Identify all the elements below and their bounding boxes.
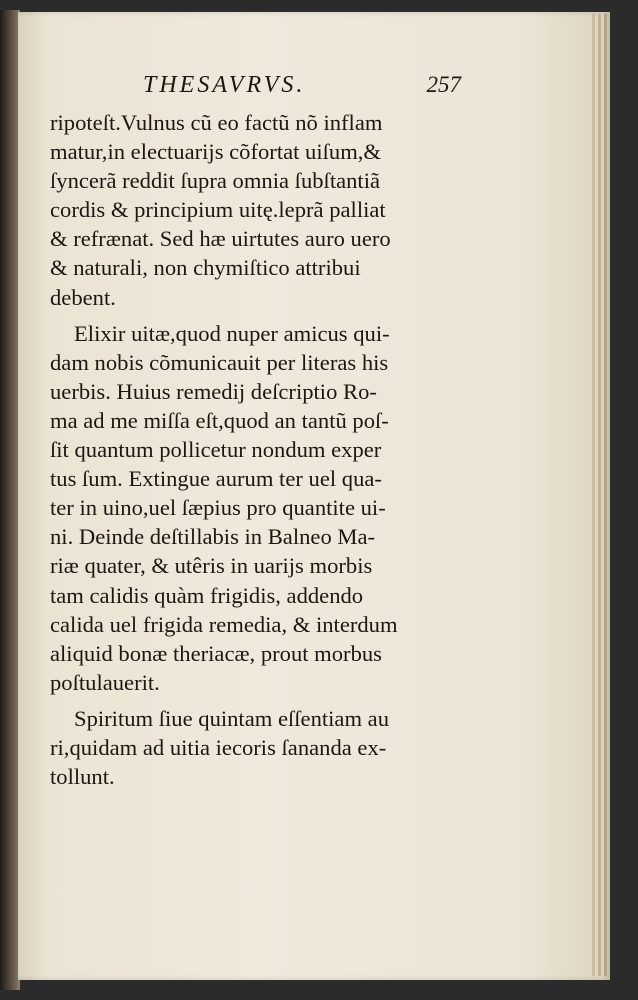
running-head <box>143 70 461 100</box>
page-number: 257 <box>426 72 461 97</box>
paragraph-gap <box>50 312 458 319</box>
paragraph-gap <box>50 697 458 704</box>
text-line: tus ſum. Extingue aurum ter uel qua- <box>50 466 382 492</box>
text-line: cordis & principium uitę.leprã palliat <box>50 197 386 223</box>
text-line: tam calidis quàm frigidis, addendo <box>50 582 364 608</box>
text-line: calida uel frigida remedia, & interdum <box>50 611 398 637</box>
text-line: ri,quidam ad uitia iecoris ſananda ex- <box>50 734 387 760</box>
running-head-title: THESAVRVS. <box>143 72 306 98</box>
text-line: & refrænat. Sed hæ uirtutes auro uero <box>50 226 391 252</box>
text-line: Spiritum ſiue quintam eſſentiam au <box>74 705 389 731</box>
page-edge <box>598 14 601 976</box>
body-text <box>50 108 458 791</box>
text-line: poſtulauerit. <box>50 669 160 695</box>
text-line: ni. Deinde deſtillabis in Balneo Ma- <box>50 524 376 550</box>
text-line: matur,in electuarijs cõfortat uiſum,& <box>50 139 381 165</box>
text-line: ſyncerã reddit ſupra omnia ſubſtantiã <box>50 168 381 194</box>
paragraph-1 <box>50 108 458 312</box>
book-spine <box>0 10 20 990</box>
text-line: ma ad me miſſa eſt,quod an tantũ poſ- <box>50 407 389 433</box>
paragraph-3 <box>50 704 458 791</box>
text-line: uerbis. Huius remedij deſcriptio Ro- <box>50 378 377 404</box>
text-line: & naturali, non chymiſtico attribui <box>50 255 361 281</box>
page-edge <box>592 14 595 976</box>
text-line: ripoteſt.Vulnus cũ eo factũ nõ inflam <box>50 110 383 135</box>
text-line: Elixir uitæ,quod nuper amicus qui- <box>74 320 390 346</box>
text-line: tollunt. <box>50 764 115 790</box>
paragraph-2 <box>50 319 458 697</box>
text-line: ſit quantum pollicetur nondum exper <box>50 437 382 463</box>
text-line: aliquid bonæ theriacæ, prout morbus <box>50 640 382 666</box>
text-line: dam nobis cõmunicauit per literas his <box>50 349 389 375</box>
page-edge <box>604 14 607 976</box>
text-line: ter in uino,uel ſæpius pro quantite ui- <box>50 495 386 521</box>
text-line: debent. <box>50 284 116 310</box>
text-line: riæ quater, & utêris in uarijs morbis <box>50 553 373 579</box>
